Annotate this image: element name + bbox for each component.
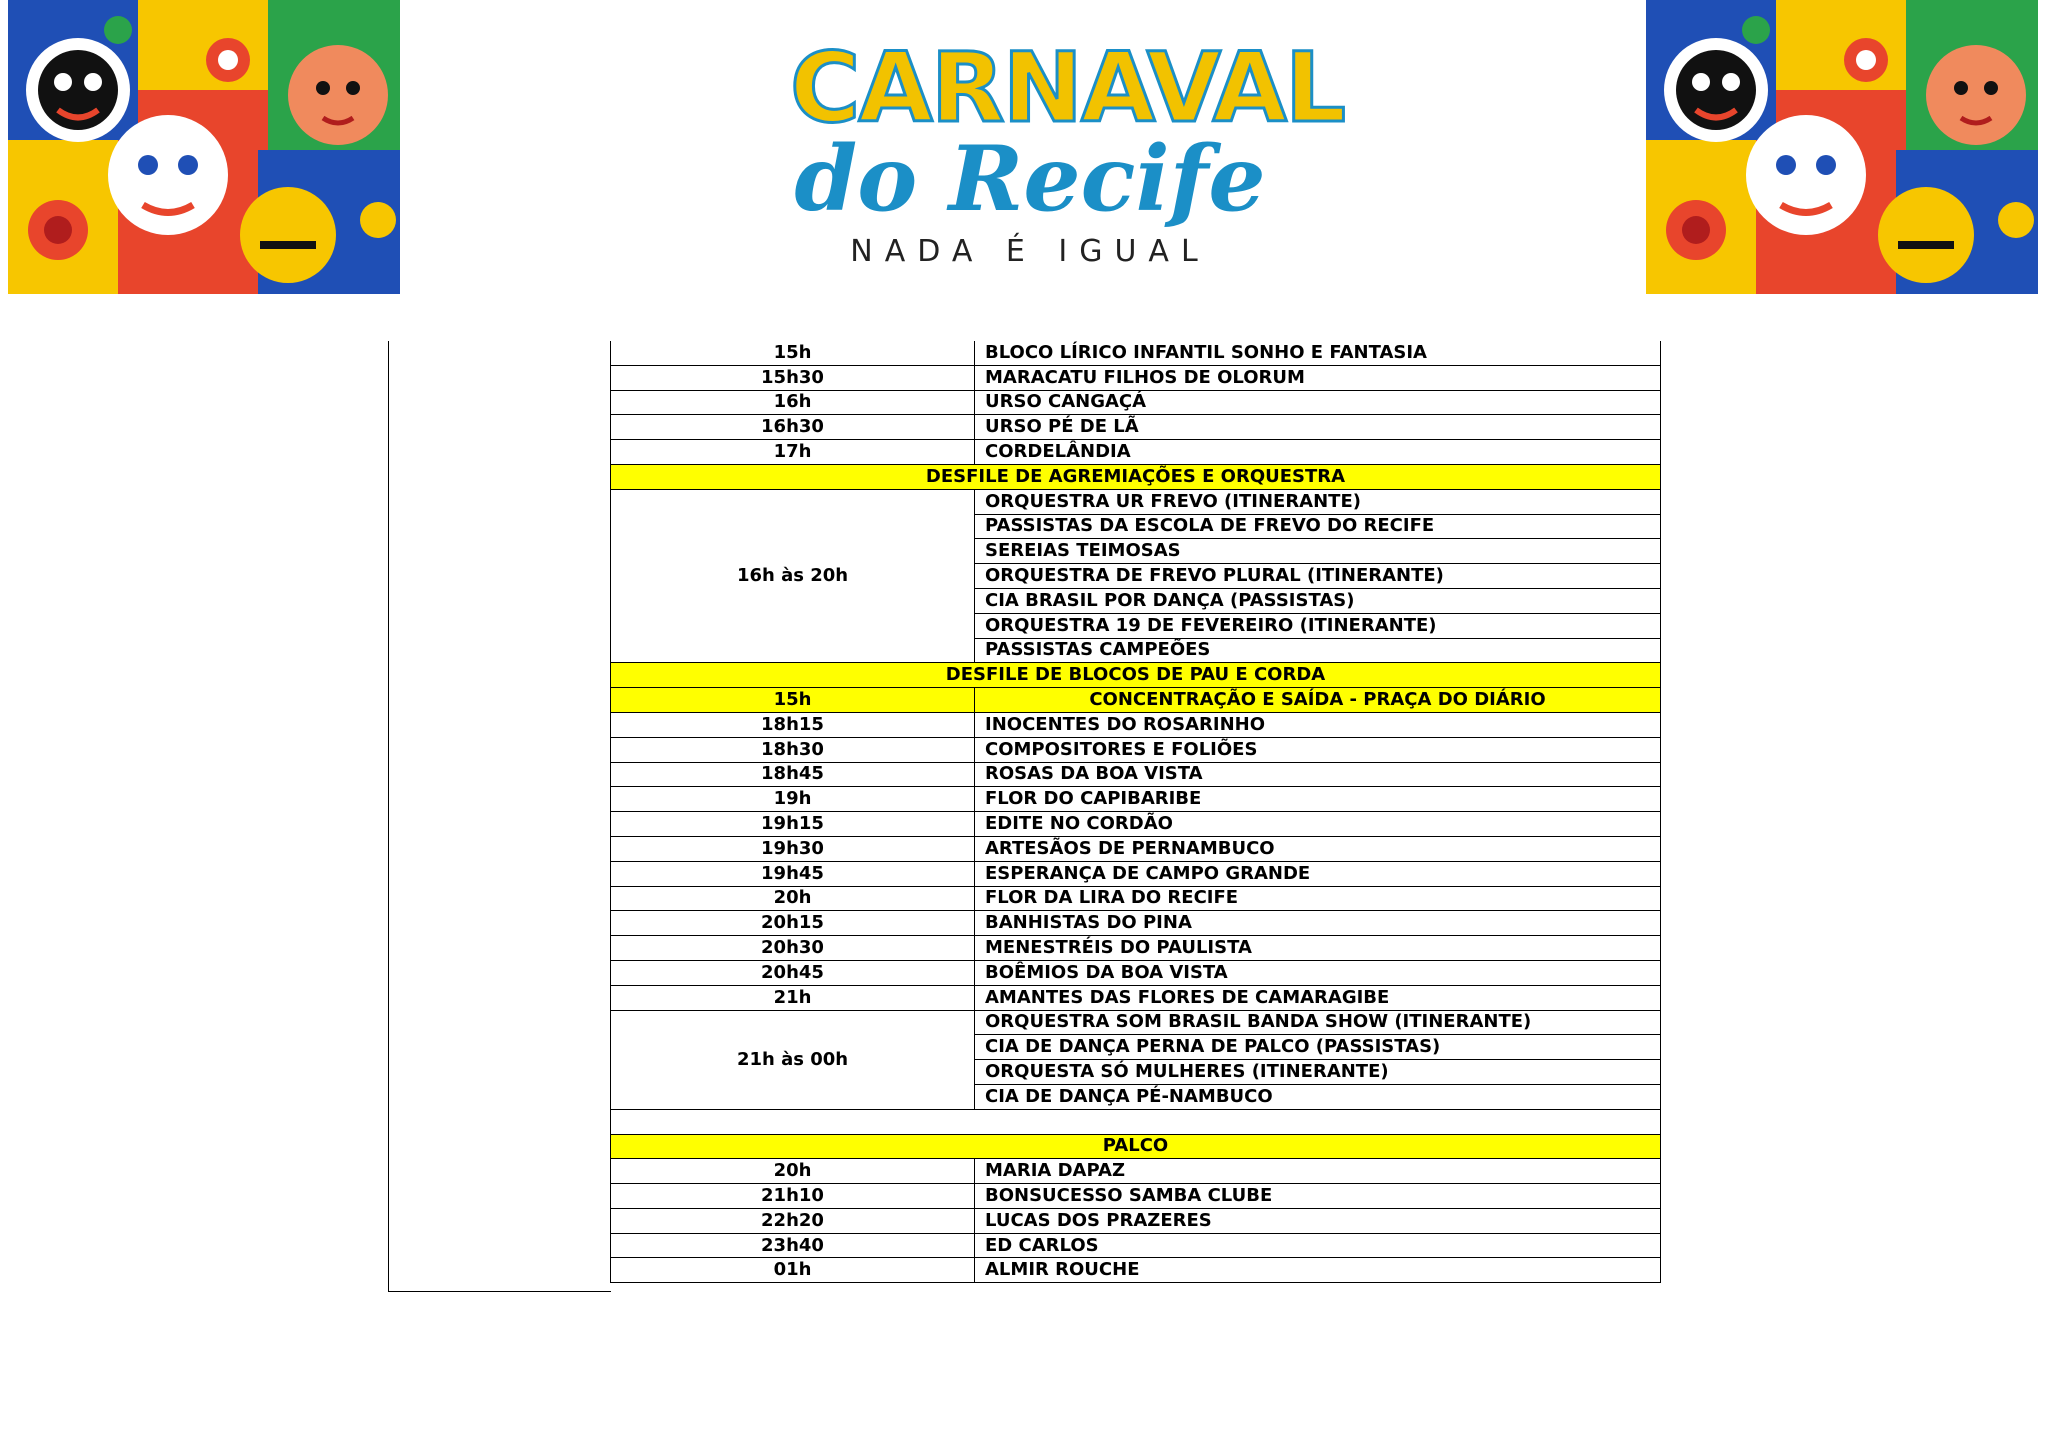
spacer-cell (611, 1109, 1661, 1134)
table-row (611, 390, 1661, 415)
section-header-label: DESFILE DE AGREMIAÇÕES E ORQUESTRA (611, 464, 1661, 489)
schedule-table (610, 341, 1661, 1283)
attraction-cell: CIA DE DANÇA PERNA DE PALCO (PASSISTAS) (975, 1035, 1661, 1060)
time-cell: 20h (611, 886, 975, 911)
table-row (611, 836, 1661, 861)
attraction-cell: MARACATU FILHOS DE OLORUM (975, 365, 1661, 390)
logo-tagline: NADA É IGUAL (850, 234, 1210, 269)
section-header-label: DESFILE DE BLOCOS DE PAU E CORDA (611, 663, 1661, 688)
table-row (611, 1208, 1661, 1233)
table-row (611, 712, 1661, 737)
time-cell: 18h45 (611, 762, 975, 787)
attraction-cell: CIA DE DANÇA PÉ-NAMBUCO (975, 1084, 1661, 1109)
carnival-banner-left (8, 0, 400, 294)
table-row (611, 960, 1661, 985)
attraction-cell: MENESTRÉIS DO PAULISTA (975, 936, 1661, 961)
concentration-label: CONCENTRAÇÃO E SAÍDA - PRAÇA DO DIÁRIO (975, 688, 1661, 713)
concentration-time: 15h (611, 688, 975, 713)
time-cell: 20h45 (611, 960, 975, 985)
carnival-illustration-left (8, 0, 400, 294)
attraction-cell: EDITE NO CORDÃO (975, 812, 1661, 837)
attraction-cell: ORQUESTA SÓ MULHERES (ITINERANTE) (975, 1060, 1661, 1085)
attraction-cell: ALMIR ROUCHE (975, 1258, 1661, 1283)
attraction-cell: ORQUESTRA 19 DE FEVEREIRO (ITINERANTE) (975, 613, 1661, 638)
attraction-cell: FLOR DA LIRA DO RECIFE (975, 886, 1661, 911)
attraction-cell: ORQUESTRA DE FREVO PLURAL (ITINERANTE) (975, 564, 1661, 589)
attraction-cell: URSO CANGAÇÁ (975, 390, 1661, 415)
table-row (611, 365, 1661, 390)
table-row (611, 1010, 1661, 1035)
attraction-cell: BLOCO LÍRICO INFANTIL SONHO E FANTASIA (975, 341, 1661, 365)
time-cell: 16h (611, 390, 975, 415)
section-header-label: PALCO (611, 1134, 1661, 1159)
attraction-cell: COMPOSITORES E FOLIÕES (975, 737, 1661, 762)
time-cell: 15h (611, 341, 975, 365)
attraction-cell: BANHISTAS DO PINA (975, 911, 1661, 936)
table-row (611, 737, 1661, 762)
time-cell: 22h20 (611, 1208, 975, 1233)
time-cell: 01h (611, 1258, 975, 1283)
carnival-illustration-right (1646, 0, 2038, 294)
time-cell: 19h (611, 787, 975, 812)
table-row (611, 489, 1661, 514)
time-range-cell: 16h às 20h (611, 489, 975, 663)
carnival-banner-right (1646, 0, 2038, 294)
time-cell: 15h30 (611, 365, 975, 390)
time-cell: 20h (611, 1159, 975, 1184)
table-row (611, 1233, 1661, 1258)
table-row (611, 985, 1661, 1010)
attraction-cell: BONSUCESSO SAMBA CLUBE (975, 1184, 1661, 1209)
time-cell: 21h (611, 985, 975, 1010)
table-row (611, 415, 1661, 440)
attraction-cell: SEREIAS TEIMOSAS (975, 539, 1661, 564)
table-row (611, 1159, 1661, 1184)
table-outer-column (388, 341, 611, 1292)
attraction-cell: ARTESÃOS DE PERNAMBUCO (975, 836, 1661, 861)
section-header-agremiacoes (611, 464, 1661, 489)
time-cell: 21h10 (611, 1184, 975, 1209)
time-cell: 19h45 (611, 861, 975, 886)
time-range-cell: 21h às 00h (611, 1010, 975, 1109)
time-cell: 18h15 (611, 712, 975, 737)
table-row (611, 440, 1661, 465)
attraction-cell: ESPERANÇA DE CAMPO GRANDE (975, 861, 1661, 886)
carnaval-logo (790, 32, 1345, 269)
attraction-cell: ORQUESTRA UR FREVO (ITINERANTE) (975, 489, 1661, 514)
time-cell: 20h15 (611, 911, 975, 936)
section-header-palco (611, 1134, 1661, 1159)
logo-subtitle: do Recife (794, 126, 1266, 232)
attraction-cell: INOCENTES DO ROSARINHO (975, 712, 1661, 737)
time-cell: 20h30 (611, 936, 975, 961)
time-cell: 19h30 (611, 836, 975, 861)
table-row (611, 341, 1661, 365)
attraction-cell: BOÊMIOS DA BOA VISTA (975, 960, 1661, 985)
time-cell: 18h30 (611, 737, 975, 762)
table-row (611, 936, 1661, 961)
attraction-cell: PASSISTAS DA ESCOLA DE FREVO DO RECIFE (975, 514, 1661, 539)
attraction-cell: URSO PÉ DE LÃ (975, 415, 1661, 440)
attraction-cell: AMANTES DAS FLORES DE CAMARAGIBE (975, 985, 1661, 1010)
time-cell: 17h (611, 440, 975, 465)
time-cell: 19h15 (611, 812, 975, 837)
table-row (611, 787, 1661, 812)
table-row (611, 886, 1661, 911)
time-cell: 23h40 (611, 1233, 975, 1258)
attraction-cell: PASSISTAS CAMPEÕES (975, 638, 1661, 663)
logo-title: CARNAVAL (790, 32, 1345, 144)
table-row (611, 1184, 1661, 1209)
attraction-cell: LUCAS DOS PRAZERES (975, 1208, 1661, 1233)
spacer-row (611, 1109, 1661, 1134)
attraction-cell: ORQUESTRA SOM BRASIL BANDA SHOW (ITINERANTE) (975, 1010, 1661, 1035)
concentration-row (611, 688, 1661, 713)
table-row (611, 861, 1661, 886)
attraction-cell: FLOR DO CAPIBARIBE (975, 787, 1661, 812)
attraction-cell: CIA BRASIL POR DANÇA (PASSISTAS) (975, 588, 1661, 613)
attraction-cell: ED CARLOS (975, 1233, 1661, 1258)
attraction-cell: CORDELÂNDIA (975, 440, 1661, 465)
table-row (611, 812, 1661, 837)
table-row (611, 762, 1661, 787)
table-row (611, 1258, 1661, 1283)
time-cell: 16h30 (611, 415, 975, 440)
section-header-pau-e-corda (611, 663, 1661, 688)
attraction-cell: MARIA DAPAZ (975, 1159, 1661, 1184)
table-row (611, 911, 1661, 936)
attraction-cell: ROSAS DA BOA VISTA (975, 762, 1661, 787)
